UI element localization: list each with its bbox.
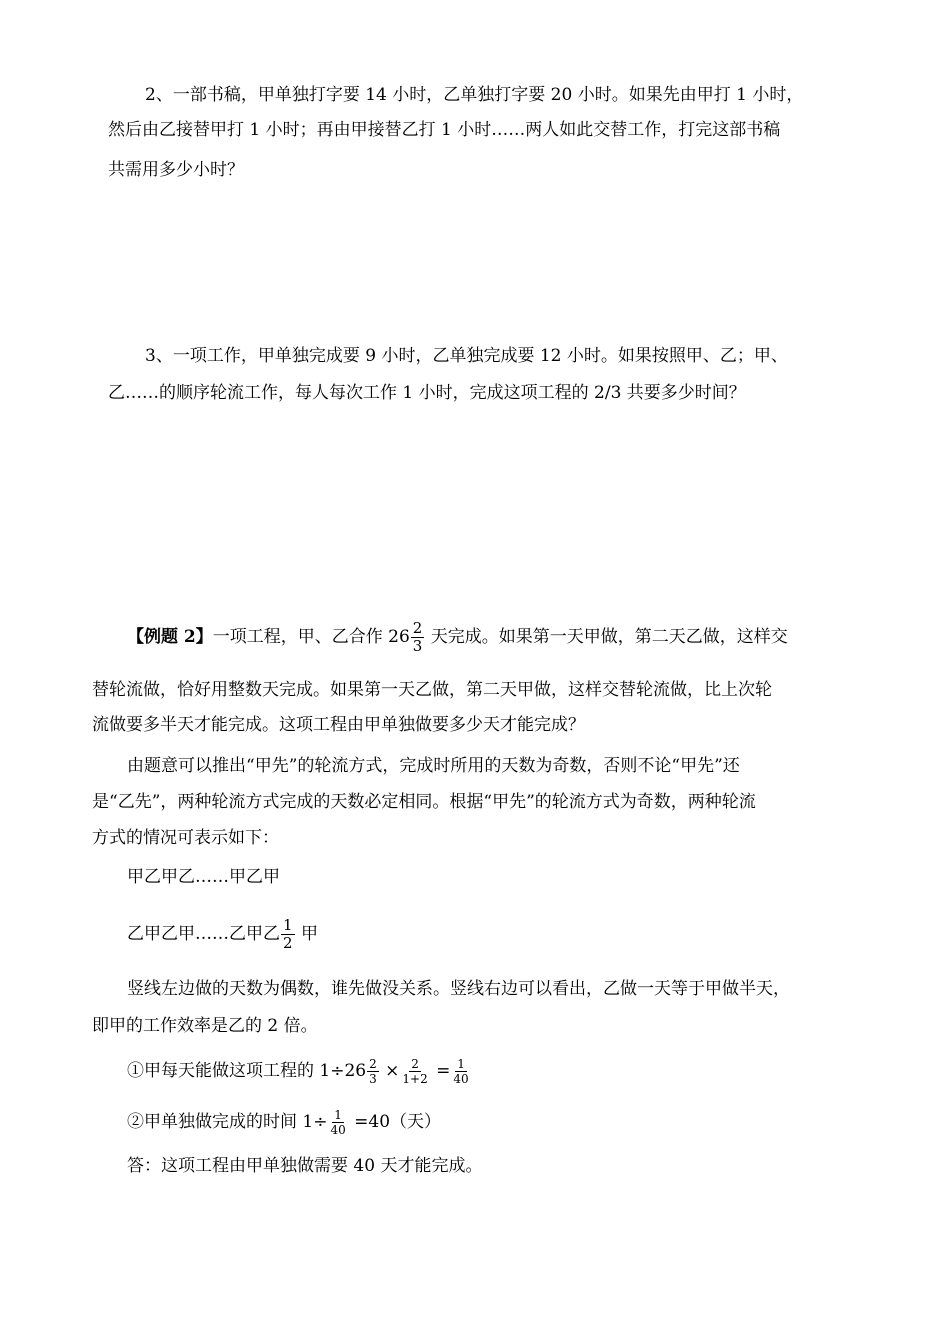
mixed-fraction [411, 621, 425, 654]
fraction-denominator: 3 [369, 1072, 377, 1086]
q3-line-2: 乙……的顺序轮流工作，每人每次工作 1 小时，完成这项工程的 2/3 共要多少时间？ [108, 383, 746, 403]
analysis-p1-line-3: 方式的情况可表示如下： [92, 828, 279, 848]
q2-line-3: 共需用多少小时？ [108, 160, 244, 180]
step-1-ratio-fraction [400, 1058, 429, 1085]
step-2-text-end: =40（天） [348, 1112, 442, 1132]
fraction-denominator: 40 [453, 1072, 469, 1086]
step-2-text: ②甲单独做完成的时间 1÷ [127, 1112, 328, 1132]
example2-line-1-text-end: 天完成。如果第一天甲做，第二天乙做，这样交 [425, 627, 788, 647]
q2-line-1: 2、一部书稿，甲单独打字要 14 小时，乙单独打字要 20 小时。如果先由甲打 1 小时， [145, 85, 804, 105]
q3-line-1: 3、一项工作，甲单独完成要 9 小时，乙单独完成要 12 小时。如果按照甲、乙；甲、 [145, 346, 788, 366]
half-fraction [281, 918, 295, 951]
example-label: 【例题 2】 [127, 627, 213, 647]
example2-line-1-text: 一项工程，甲、乙合作 26 [212, 627, 410, 647]
analysis-p1-line-1: 由题意可以推出“甲先”的轮流方式，完成时所用的天数为奇数，否则不论“甲先”还 [127, 756, 740, 776]
example2-line-1 [127, 621, 788, 654]
example2-line-2: 替轮流做，恰好用整数天完成。如果第一天乙做，第二天甲做，这样交替轮流做，比上次轮 [92, 680, 772, 700]
step-2 [127, 1109, 441, 1136]
step-1-result-fraction [451, 1058, 470, 1085]
fraction-denominator: 2 [283, 934, 293, 952]
analysis-p2-line-1: 竖线左边做的天数为偶数，谁先做没关系。竖线右边可以看出，乙做一天等于甲做半天， [127, 979, 790, 999]
fraction-denominator: 3 [412, 637, 423, 655]
fraction-denominator: 1+2 [402, 1072, 428, 1086]
sequence-b-text: 乙甲乙甲……乙甲乙 [127, 924, 280, 944]
fraction-numerator: 1 [334, 1108, 342, 1122]
sequence-a-first: 甲乙甲乙……甲乙甲 [127, 867, 280, 887]
step-1 [127, 1058, 472, 1085]
times-sign: × [379, 1061, 400, 1081]
step-1-text: ①甲每天能做这项工程的 1÷26 [127, 1061, 367, 1081]
analysis-p2-line-2: 即甲的工作效率是乙的 2 倍。 [92, 1016, 318, 1036]
sequence-b-first [127, 918, 318, 951]
example2-line-3: 流做要多半天才能完成。这项工程由甲单独做要多少天才能完成？ [92, 715, 585, 735]
step-2-fraction [328, 1109, 347, 1136]
q2-line-2: 然后由乙接替甲打 1 小时；再由甲接替乙打 1 小时……两人如此交替工作，打完这部书稿 [108, 120, 781, 140]
fraction-numerator: 1 [283, 916, 293, 934]
equals-sign: = [430, 1061, 451, 1081]
fraction-numerator: 2 [411, 1057, 419, 1071]
fraction-denominator: 40 [330, 1123, 346, 1137]
step-1-mixed-fraction [367, 1058, 379, 1085]
fraction-numerator: 2 [369, 1057, 377, 1071]
fraction-numerator: 1 [457, 1057, 465, 1071]
answer-line: 答：这项工程由甲单独做需要 40 天才能完成。 [127, 1156, 483, 1176]
fraction-numerator: 2 [412, 619, 423, 637]
analysis-p1-line-2: 是“乙先”，两种轮流方式完成的天数必定相同。根据“甲先”的轮流方式为奇数，两种轮流 [92, 792, 756, 812]
sequence-b-text-end: 甲 [295, 924, 318, 944]
